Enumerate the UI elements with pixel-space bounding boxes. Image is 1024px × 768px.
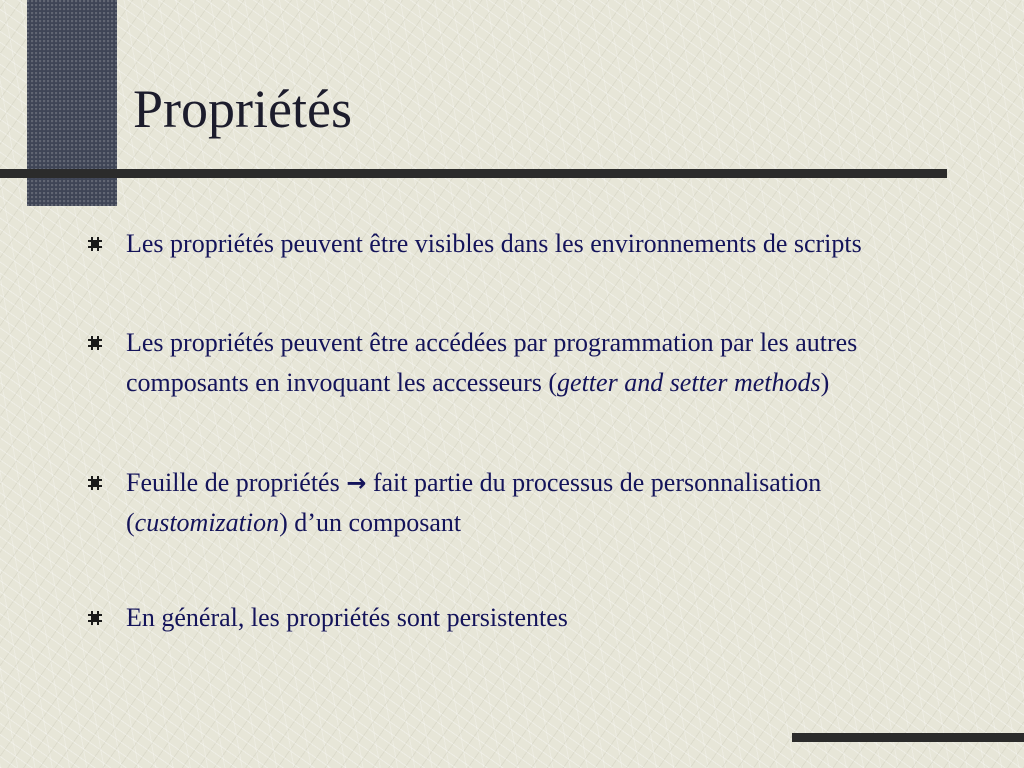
bullet-item xyxy=(87,463,917,543)
bullet-text: Les propriétés peuvent être accédées par programmation par les autres composants en invoquant les accesseurs ( xyxy=(126,328,858,397)
square-bullet-icon xyxy=(87,610,103,626)
bullet-item xyxy=(87,598,917,638)
bullet-text-end: ) xyxy=(820,368,830,397)
bullet-text: En général, les propriétés sont persistentes xyxy=(126,603,568,632)
square-bullet-icon xyxy=(87,475,103,491)
bullet-italic-text: customization xyxy=(134,508,280,537)
square-bullet-icon xyxy=(87,335,103,351)
bullet-item xyxy=(87,224,917,264)
bottom-divider xyxy=(792,733,1024,742)
title-divider xyxy=(0,169,947,178)
slide-title: Propriétés xyxy=(133,79,352,139)
bullet-text-middle: fait partie du processus de personnalisation ( xyxy=(126,468,822,537)
bullet-italic-text: getter and setter methods xyxy=(557,368,821,397)
bullet-list xyxy=(87,224,917,638)
bullet-text: Feuille de propriétés xyxy=(126,468,347,497)
bullet-text-end: ) d’un composant xyxy=(279,508,462,537)
right-arrow-icon: → xyxy=(346,469,367,497)
bullet-item xyxy=(87,323,917,403)
square-bullet-icon xyxy=(87,236,103,252)
bullet-text: Les propriétés peuvent être visibles dans les environnements de scripts xyxy=(126,229,862,258)
